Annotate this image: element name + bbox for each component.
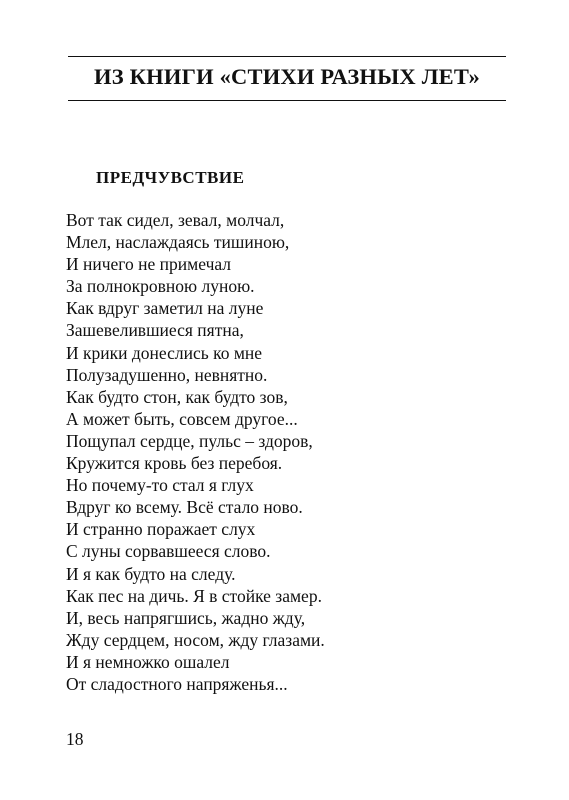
- header-rule-bottom: [68, 100, 506, 101]
- poem-line: Вот так сидел, зевал, молчал,: [66, 210, 285, 230]
- poem-line: И я немножко ошалел: [66, 651, 230, 672]
- poem-line: От сладостного напряженья...: [66, 673, 288, 694]
- section-title: ИЗ КНИГИ «СТИХИ РАЗНЫХ ЛЕТ»: [94, 64, 480, 89]
- poem-line: И, весь напрягшись, жадно жду,: [66, 607, 306, 628]
- poem-body: [66, 209, 325, 695]
- poem-line: Зашевелившиеся пятна,: [66, 320, 244, 341]
- poem-line: За полнокровною луною.: [66, 276, 255, 297]
- poem-line: Полузадушенно, невнятно.: [66, 364, 268, 385]
- poem-line: Кружится кровь без перебоя.: [66, 453, 283, 474]
- poem-line: Жду сердцем, носом, жду глазами.: [66, 629, 325, 650]
- poem-line: И крики донеслись ко мне: [66, 342, 263, 363]
- poem-line: И странно поражает слух: [66, 519, 256, 540]
- poem-line: Вдруг ко всему. Всё стало ново.: [66, 497, 303, 518]
- page-number: 18: [66, 729, 84, 749]
- poem-line: А может быть, совсем другое...: [66, 408, 298, 429]
- poem-line: Как пес на дичь. Я в стойке замер.: [66, 585, 322, 606]
- poem-line: Как вдруг заметил на луне: [66, 298, 264, 319]
- poem-line: И ничего не примечал: [66, 254, 232, 275]
- poem-line: Млел, наслаждаясь тишиною,: [66, 232, 290, 253]
- poem-line: И я как будто на следу.: [66, 563, 236, 584]
- poem-line: Пощупал сердце, пульс – здоров,: [66, 430, 313, 451]
- poem-line: С луны сорвавшееся слово.: [66, 541, 271, 562]
- poem-title: ПРЕДЧУВСТВИЕ: [96, 168, 245, 187]
- poem-line: Как будто стон, как будто зов,: [66, 386, 288, 407]
- header-rule-top: [68, 56, 506, 57]
- poem-line: Но почему-то стал я глух: [66, 475, 254, 496]
